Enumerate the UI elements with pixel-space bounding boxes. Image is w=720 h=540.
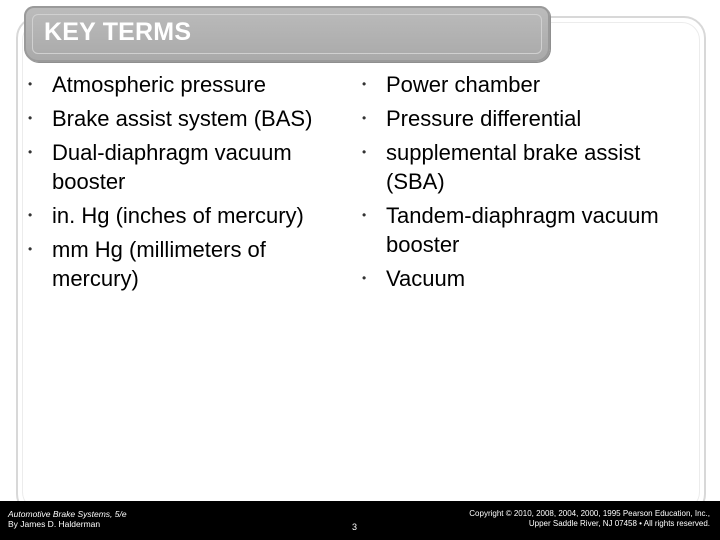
bullet-icon: • <box>28 208 33 222</box>
term-text: mm Hg (millimeters of mercury) <box>52 237 266 291</box>
list-item <box>28 70 348 99</box>
bullet-icon: • <box>28 145 33 159</box>
list-item <box>362 104 702 133</box>
bullet-icon: • <box>28 111 33 125</box>
left-term-list <box>28 70 348 298</box>
list-item <box>362 201 702 259</box>
term-text: supplemental brake assist (SBA) <box>386 140 641 194</box>
term-text: Brake assist system (BAS) <box>52 106 313 131</box>
list-item <box>362 70 702 99</box>
list-item <box>28 138 348 196</box>
book-author: By James D. Halderman <box>8 519 101 529</box>
copyright-line: Upper Saddle River, NJ 07458 • All rights reserved. <box>528 519 710 528</box>
list-item <box>362 264 702 293</box>
slide-title: KEY TERMS <box>44 18 192 46</box>
list-item <box>28 235 348 293</box>
term-text: Dual-diaphragm vacuum booster <box>52 140 292 194</box>
list-item <box>362 138 702 196</box>
bullet-icon: • <box>28 77 33 91</box>
bullet-icon: • <box>28 242 33 256</box>
list-item <box>28 104 348 133</box>
book-title: Automotive Brake Systems, 5/e <box>8 509 127 519</box>
bullet-icon: • <box>362 208 367 222</box>
term-text: Vacuum <box>386 266 466 291</box>
bullet-icon: • <box>362 145 367 159</box>
copyright-line: Copyright © 2010, 2008, 2004, 2000, 1995 Pearson Education, Inc., <box>469 509 710 518</box>
bullet-icon: • <box>362 271 367 285</box>
page-number: 3 <box>352 522 358 532</box>
list-item <box>28 201 348 230</box>
right-term-list <box>362 70 702 298</box>
term-text: Pressure differential <box>386 106 582 131</box>
bullet-icon: • <box>362 77 367 91</box>
term-text: Power chamber <box>386 72 541 97</box>
term-text: in. Hg (inches of mercury) <box>52 203 304 228</box>
bullet-icon: • <box>362 111 367 125</box>
copyright-notice <box>420 509 710 529</box>
term-text: Atmospheric pressure <box>52 72 266 97</box>
term-text: Tandem-diaphragm vacuum booster <box>386 203 659 257</box>
footer-book-info <box>8 509 127 529</box>
footer-bar <box>0 501 720 540</box>
